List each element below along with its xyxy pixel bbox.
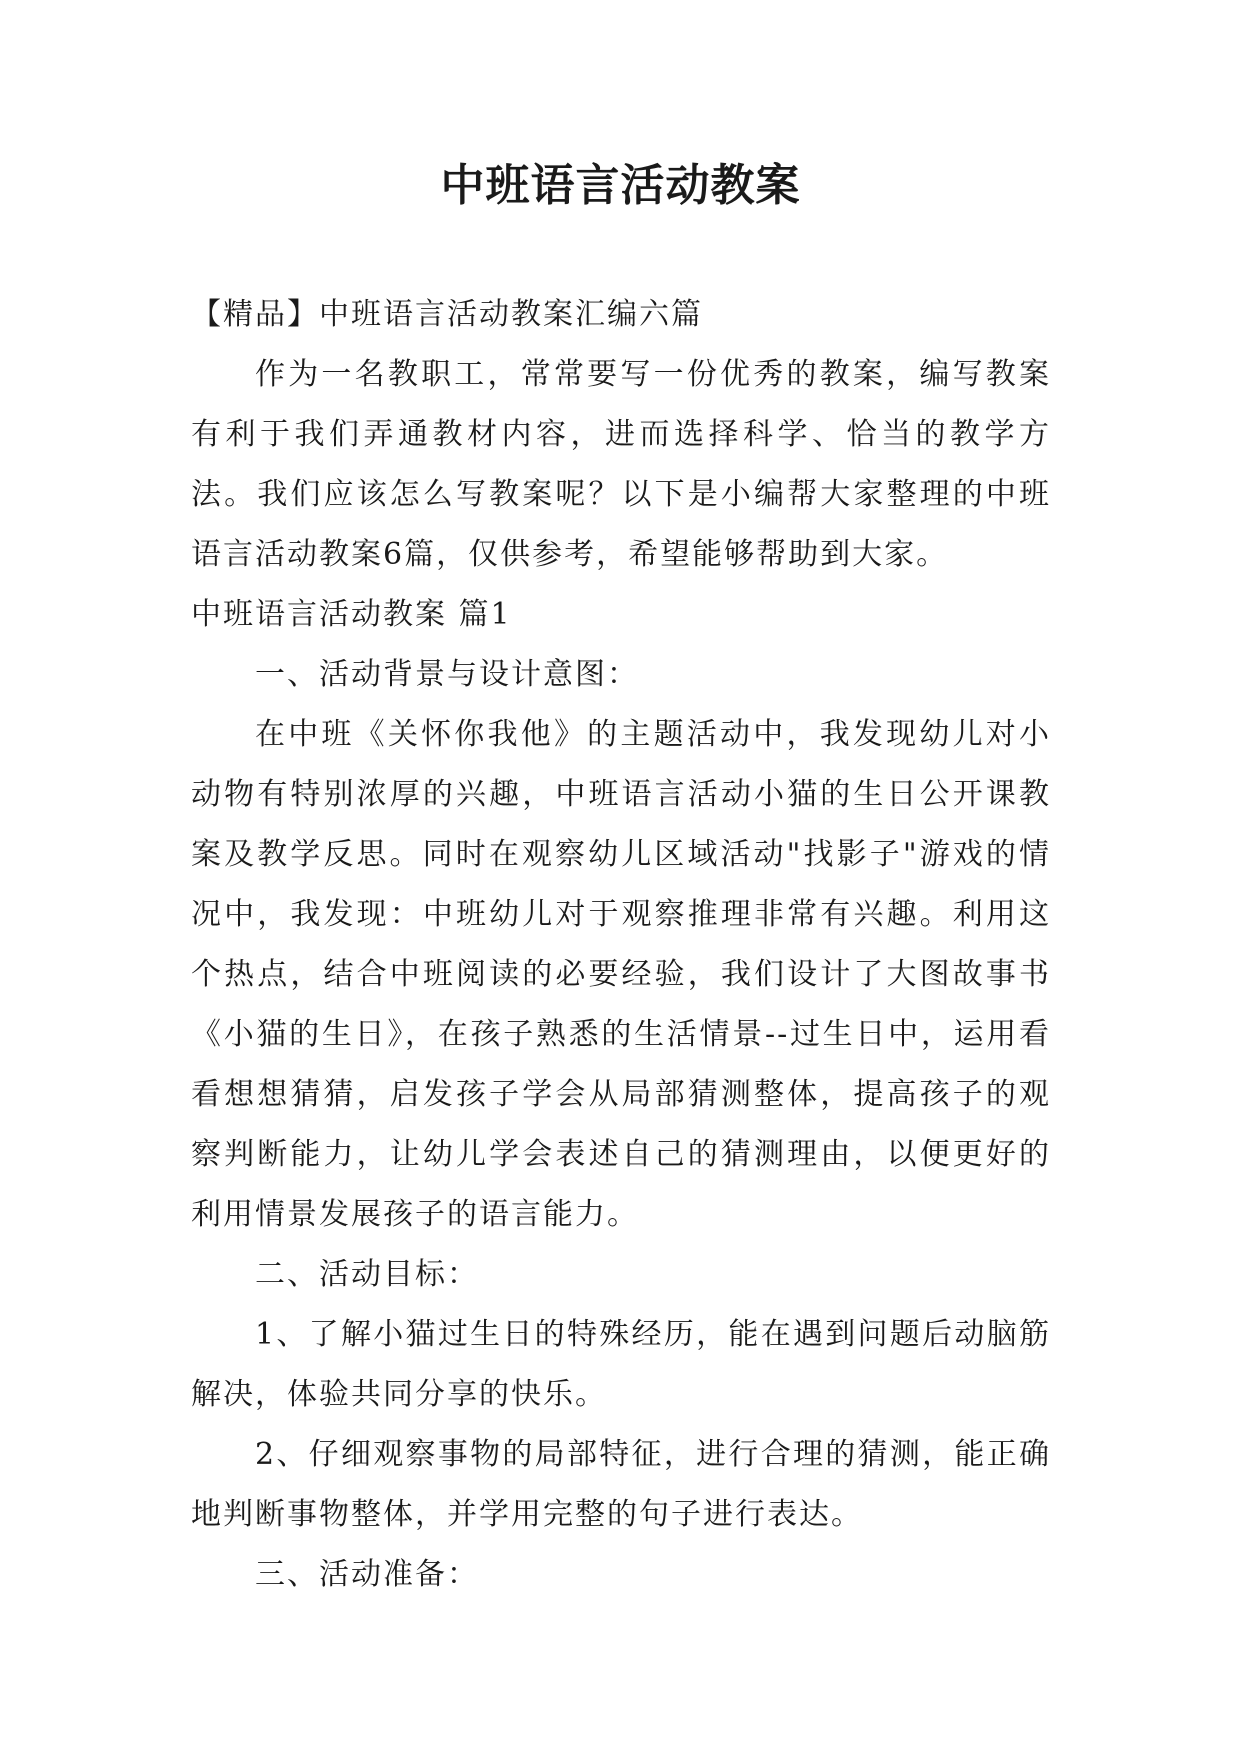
document-title: 中班语言活动教案 — [440, 160, 801, 211]
section-heading: 中班语言活动教案 篇1 — [191, 597, 512, 632]
subsection-heading: 一、活动背景与设计意图： — [255, 657, 639, 692]
list-item: 1、了解小猫过生日的特殊经历，能在遇到问题后动脑筋解决，体验共同分享的快乐。 — [191, 1317, 1051, 1412]
document-subtitle: 【精品】中班语言活动教案汇编六篇 — [191, 297, 703, 332]
list-item: 2、仔细观察事物的局部特征，进行合理的猜测，能正确地判断事物整体，并学用完整的句子进行表达。 — [191, 1437, 1051, 1532]
subsection-heading: 三、活动准备： — [255, 1557, 479, 1592]
intro-paragraph: 作为一名教职工，常常要写一份优秀的教案，编写教案有利于我们弄通教材内容，进而选择科学、恰当的教学方法。我们应该怎么写教案呢？以下是小编帮大家整理的中班语言活动教案6篇，仅供参考，希望能够帮助到大家。 — [191, 357, 1051, 572]
body-paragraph: 在中班《关怀你我他》的主题活动中，我发现幼儿对小动物有特别浓厚的兴趣，中班语言活动小猫的生日公开课教案及教学反思。同时在观察幼儿区域活动"找影子"游戏的情况中，我发现：中班幼儿对于观察推理非常有兴趣。利用这个热点，结合中班阅读的必要经验，我们设计了大图故事书《小猫的生日》，在孩子熟悉的生活情景--过生日中，运用看看想想猜猜，启发孩子学会从局部猜测整体，提高孩子的观察判断能力，让幼儿学会表述自己的猜测理由，以便更好的利用情景发展孩子的语言能力。 — [191, 717, 1051, 1232]
document-body — [191, 285, 1051, 1605]
subsection-heading: 二、活动目标： — [255, 1257, 479, 1292]
